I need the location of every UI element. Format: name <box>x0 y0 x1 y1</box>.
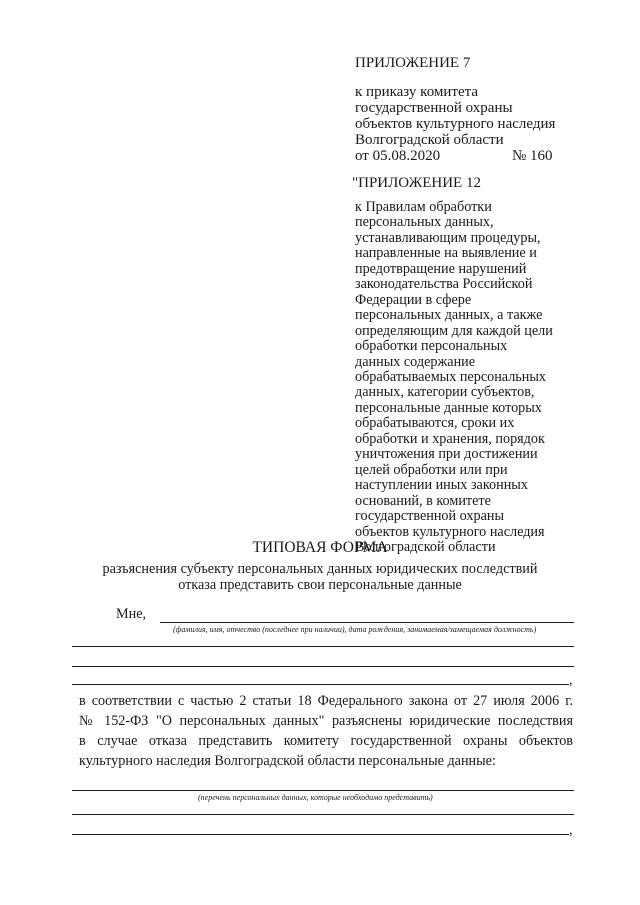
rules-line: оснований, в комитете <box>355 492 491 509</box>
subtitle-line: отказа представить свои персональные данные <box>178 576 462 593</box>
rules-line: обрабатываются, сроки их <box>355 415 515 432</box>
order-line: Волгоградской области <box>355 132 504 148</box>
order-line: к приказу комитета <box>355 84 479 100</box>
rules-line: данных, категории субъектов, <box>355 384 535 401</box>
blank-line[interactable] <box>72 684 569 685</box>
rules-line: обрабатываемых персональных <box>355 368 546 385</box>
order-number: № 160 <box>512 148 553 164</box>
rules-line: целей обработки или при <box>355 461 508 478</box>
consequences-paragraph <box>79 691 573 771</box>
subtitle-line: разъяснения субъекту персональных данных юридических последствий <box>102 561 538 577</box>
rules-line: предотвращение нарушений <box>355 260 527 277</box>
rules-line: направленные на выявление и <box>355 245 537 262</box>
rules-line: обработки персональных <box>355 338 508 355</box>
rules-line: данных содержание <box>355 353 476 370</box>
paragraph-line: № 152-ФЗ "О персональных данных" разъяснены юридические последствия <box>79 713 573 729</box>
paragraph-line: в соответствии с частью 2 статьи 18 Федерального закона от 27 июля 2006 г. <box>79 693 573 709</box>
rules-line: государственной охраны <box>355 508 505 525</box>
form-title: ТИПОВАЯ ФОРМА <box>252 539 388 556</box>
rules-line: обработки и хранения, порядок <box>355 430 545 447</box>
rules-line: персональные данные которых <box>355 399 542 416</box>
inner-appendix-title: "ПРИЛОЖЕНИЕ 12 <box>352 175 481 191</box>
me-hint: (фамилия, имя, отчество (последнее при наличии), дата рождения, занимаемая/замещаемая должность) <box>173 625 537 634</box>
form-subtitle <box>60 562 580 593</box>
order-date: от 05.08.2020 <box>355 148 441 164</box>
blank-line[interactable] <box>72 646 574 647</box>
rules-line: устанавливающим процедуры, <box>355 229 541 246</box>
order-line: объектов культурного наследия <box>355 116 556 132</box>
rules-line: к Правилам обработки <box>355 199 492 215</box>
blank-line[interactable] <box>72 666 574 667</box>
rules-line: наступлении иных законных <box>355 477 528 494</box>
appendix-title: ПРИЛОЖЕНИЕ 7 <box>355 55 471 71</box>
rules-line: объектов культурного наследия <box>355 523 545 540</box>
paragraph-line: в случае отказа представить комитету государственной охраны объектов <box>79 733 573 749</box>
order-reference <box>355 84 555 148</box>
trailing-comma-2: , <box>569 822 573 838</box>
rules-line: Федерации в сфере <box>355 291 472 308</box>
rules-line: законодательства Российской <box>355 276 533 293</box>
rules-line: определяющим для каждой цели <box>355 322 553 339</box>
trailing-comma: , <box>569 672 573 688</box>
rules-reference <box>355 200 553 555</box>
order-line: государственной охраны <box>355 100 513 116</box>
rules-line: Волгоградской области <box>355 538 496 555</box>
me-fill-line[interactable] <box>160 622 574 623</box>
blank-line[interactable] <box>72 834 569 835</box>
rules-line: уничтожения при достижении <box>355 446 538 463</box>
me-label: Мне, <box>116 606 147 622</box>
rules-line: персональных данных, а также <box>355 307 543 324</box>
paragraph-line: культурного наследия Волгоградской области персональные данные: <box>79 753 496 769</box>
blank-line[interactable] <box>72 814 574 815</box>
rules-line: персональных данных, <box>355 214 494 231</box>
data-list-hint: (перечень персональных данных, которые необходимо представить) <box>198 793 433 802</box>
data-list-line[interactable] <box>72 790 574 791</box>
